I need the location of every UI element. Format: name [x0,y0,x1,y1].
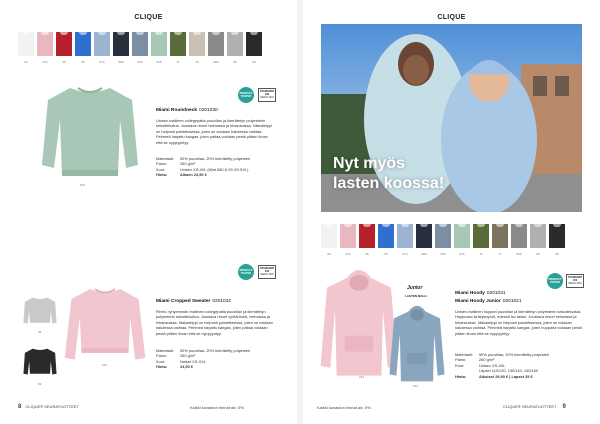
color-code: 213 [345,252,351,256]
color-swatch [56,32,72,56]
cropped-specs [156,348,276,370]
spec-value: Unisex XS-4XL (Mint 580 & 99 XS-5XL) [180,166,249,172]
spec-value: 260 g/m² [180,353,196,359]
color-code: 660 [440,252,446,256]
color-code: 213 [42,60,48,64]
cropped-pink-code: 213 [102,363,108,367]
spec-value: 50% puuvillaa, 20% kierrätetty polyesteri [479,352,550,357]
color-code: 95 [536,252,540,256]
price-label: Hinta: [455,373,467,379]
price-label: Hinta: [156,172,168,178]
color-code: 95 [233,60,237,64]
color-swatch [397,224,413,248]
color-code: 99 [555,252,559,256]
cropped-description: Rento, lyhyemmän mallinen collegepaita puuvillan ja kierrätetyn polyesterin sekoitekuitua. Joustava resori vyötärössä, helmassa ja hihansuissa. Niskateippi on helposti poistettavissa, joten se voidaan halutessa vaihtaa. Pehmeä harjattu kangas, joten paitaa voidaan pestä pitäen ilman että se nyppyyntyy. [156,309,273,336]
color-swatch [416,224,432,248]
page-footer: 8 CLIQUE® SEURATUOTTEET [18,404,79,410]
color-code: 99 [252,60,256,64]
brand-header: CLIQUE [134,14,163,21]
color-swatch [549,224,565,248]
color-swatch [321,224,337,248]
color-code: 00 [327,252,331,256]
price-row [156,364,276,369]
product-tested-badge: PRODUCT TESTED [238,87,254,103]
brand-header: CLIQUE [437,14,466,21]
roundneck-sweater-image [40,80,140,180]
spec-value: 50% puuvillaa, 20% kierrätetty polyesteri [180,156,251,161]
color-swatch [151,32,167,56]
color-swatch [530,224,546,248]
color-swatch [492,224,508,248]
spec-key: Paino: [455,357,467,363]
spec-key: Koot: [156,166,166,172]
color-code: 660 [137,60,143,64]
color-swatch [37,32,53,56]
right-catalog-page [303,0,600,424]
spec-key: Materiaali: [156,156,174,161]
roundneck-specs [156,156,276,178]
spec-key: Koot: [455,362,465,368]
oeko-tex-label: STANDARD 100 OEKO-TEX [258,88,276,102]
spec-key: Koot: [156,358,166,364]
color-swatch [75,32,91,56]
spec-value: Lapset 110/120, 130/140, 150/160 [479,368,538,374]
spec-key: Paino: [156,161,168,167]
junior-logo: Junior [407,285,423,291]
hoody-pink-code: 213 [359,375,365,379]
hoody-junior-title: Miami Hoody Junior 0201021 [455,299,522,304]
left-catalog-page [0,0,297,424]
color-code: 574 [99,60,105,64]
hoody-blue-code: 574 [413,384,419,388]
color-swatch [113,32,129,56]
vat-note: Kaikki kuvaston hinnat alv. 0%. [317,405,372,410]
color-code: 00 [24,60,28,64]
color-swatch [511,224,527,248]
cropped-sweater-pink-image [62,284,148,368]
hoody-title: Miami Hoody 0201031 [455,291,506,296]
cropped-title: Miami Cropped Sweater 0201032 [156,299,232,304]
spec-key: Paino: [156,353,168,359]
roundneck-title: Miami Roundneck 0201030 [156,108,218,113]
color-swatch [473,224,489,248]
color-swatch [227,32,243,56]
oeko-tex-label: STANDARD 100 OEKO-TEX [258,265,276,279]
color-swatch [18,32,34,56]
color-code: 76 [195,60,199,64]
children-photo [321,24,582,212]
price-value: Alkaen 24,90 € [180,172,207,178]
price-value: 24,90 € [180,364,193,370]
color-swatch [246,32,262,56]
color-code: 71 [479,252,483,256]
color-swatch [132,32,148,56]
color-code: 615 [459,252,465,256]
page-footer: CLIQUE® SEURATUOTTEET 9 [503,404,566,410]
color-code: 35 [365,252,369,256]
roundneck-description: Unisex-mallinen collegepaita puuvillan ja kierrätetyn polyesterin sekoitekuitua. Joustava resori helmassa ja hihansuissa. Niskateippi on helposti poistettavissa, joten se voidaan halutessa vaihtaa. Pehmeä harjattu kangas, joten paitaa voidaan pestä pitäen ilman että se nyppyyntyy. [156,118,272,145]
color-swatch [435,224,451,248]
color-swatch-row [321,224,565,248]
color-code: 55 [384,252,388,256]
color-swatch [454,224,470,248]
color-code-row [18,60,262,64]
color-swatch [94,32,110,56]
spec-value: Unisex XS-4XL [479,362,506,368]
vat-note: Kaikki kuvaston hinnat alv. 0%. [190,405,245,410]
junior-sub: LASTEN MALLI [405,294,427,298]
color-code: 956 [213,60,219,64]
price-label: Hinta: [156,364,168,370]
hoody-junior-blue-image [387,300,447,386]
color-code: 71 [176,60,180,64]
color-swatch [340,224,356,248]
cropped-black-code: 99 [38,382,42,386]
color-swatch [170,32,186,56]
color-swatch [378,224,394,248]
product-tested-badge: PRODUCT TESTED [238,264,254,280]
roundneck-color-code: 615 [80,183,86,187]
color-swatch [189,32,205,56]
color-code: 580 [118,60,124,64]
color-swatch [359,224,375,248]
hoody-description: Unisex-mallinen huppari puuvillan ja kierrätetyn polyesterin sekoitekuitua. Huppussa kiristysnyörit, edessä iso tasku. Joustava resori helmassa ja hihansuissa. Niskateippi on helposti poistettavissa, joten se voidaan halutessa vaihtaa. Pehmeä harjattu kangas, joten hupparia voidaan pestä pitäen ilman että se nyppyyntyy. [455,309,582,336]
color-code: 574 [402,252,408,256]
cropped-sweater-black-image [22,343,58,383]
color-swatch [208,32,224,56]
spec-value: 260 g/m² [180,161,196,167]
color-code-row [321,252,565,256]
color-code: 580 [421,252,427,256]
price-row [156,172,276,177]
spec-key: Materiaali: [156,348,174,353]
spec-value: 260 g/m² [479,357,495,363]
color-code: 35 [62,60,66,64]
price-row [455,374,585,379]
color-code: 956 [516,252,522,256]
spec-value: Naiset XS-XXL [180,358,206,364]
spec-value: 50% puuvillaa, 20% kierrätetty polyesteri [180,348,251,353]
product-tested-badge: PRODUCT TESTED [547,273,563,289]
kids-size-headline: Nyt myös lasten koossa! [333,155,445,192]
cropped-sweater-grey-image [22,292,58,332]
hoody-specs [455,352,585,379]
spec-key: Materiaali: [455,352,473,357]
color-code: 55 [81,60,85,64]
color-swatch-row [18,32,262,56]
cropped-grey-code: 95 [38,330,42,334]
color-code: 615 [156,60,162,64]
oeko-tex-label: STANDARD 100 OEKO-TEX [566,274,584,288]
price-value: Aikuiset 29,90 € | Lapset 25 € [479,373,533,379]
color-code: 77 [498,252,502,256]
